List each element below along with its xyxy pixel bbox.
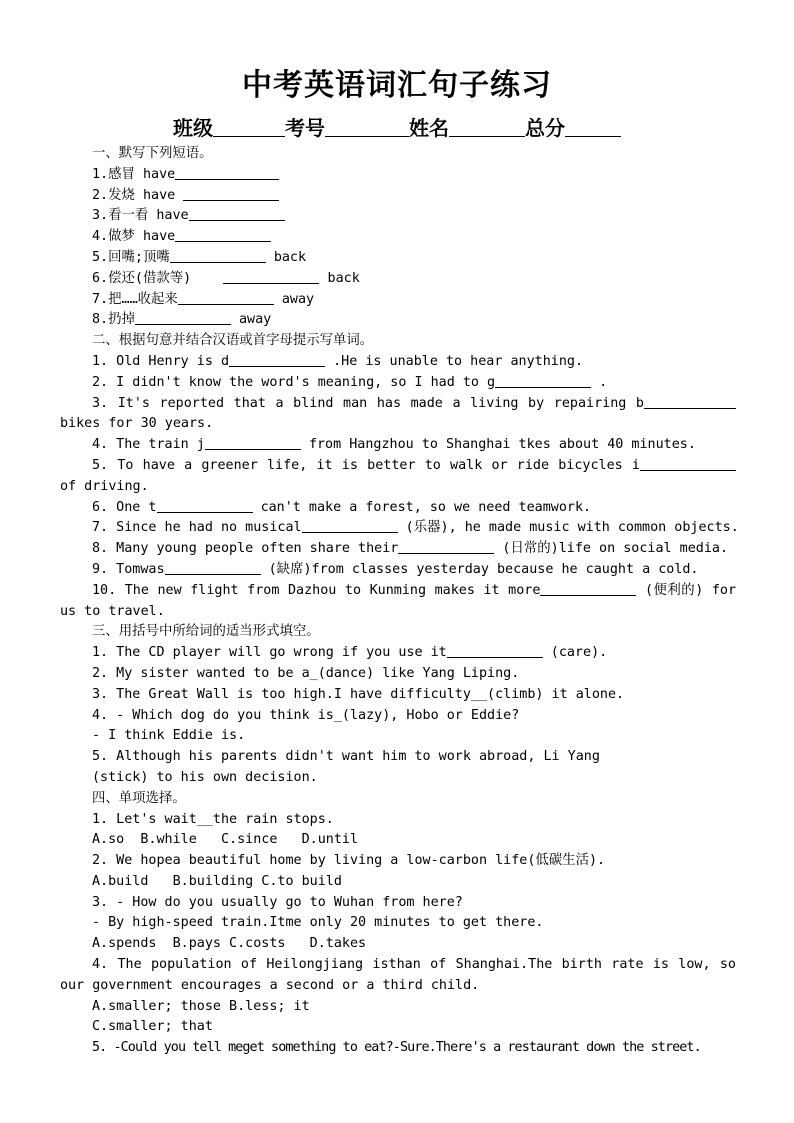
question-item: 3.看一看 have <box>60 206 736 227</box>
answer-blank <box>223 269 319 284</box>
score-label: 总分 <box>525 116 565 140</box>
answer-blank <box>170 248 266 263</box>
answer-blank <box>183 186 279 201</box>
question-options: A.spends B.pays C.costs D.takes <box>92 936 367 952</box>
question-item: 9. Tomwas (缺席)from classes yesterday because he caught a cold. <box>92 561 699 577</box>
question-options: A.smaller; those B.less; it <box>92 998 310 1014</box>
question-options: A.so B.while C.since D.until <box>92 832 359 848</box>
question-item: 3. - How do you usually go to Wuhan from here? <box>92 894 463 910</box>
answer-blank <box>175 165 279 180</box>
exam-number-blank <box>325 116 409 137</box>
question-item: 7.把……收起来 away <box>92 291 315 307</box>
score-blank <box>565 116 621 137</box>
question-options: C.smaller; that <box>92 1019 213 1035</box>
question-item: 8.扔掉 away <box>92 312 272 328</box>
answer-blank <box>229 352 325 367</box>
answer-blank <box>189 206 285 221</box>
question-item: 1.感冒 have <box>60 165 736 186</box>
question-item: 5. Although his parents didn't want him to work abroad, Li Yang <box>92 749 600 765</box>
question-item: 5. To have a greener life, it is better to walk or ride bicycles i of driving. <box>60 456 736 498</box>
answer-blank <box>302 518 398 533</box>
answer-blank <box>175 227 271 242</box>
class-label: 班级 <box>173 116 213 140</box>
question-item: 5. -Could you tell meget something to eat?-Sure.There's a restaurant down the street. <box>92 1040 701 1056</box>
worksheet-body <box>60 144 739 1059</box>
answer-blank <box>165 560 261 575</box>
question-item: - I think Eddie is. <box>92 728 246 744</box>
question-item: 1. Let's wait__the rain stops. <box>92 811 334 827</box>
question-item: 4.做梦 have <box>60 227 736 248</box>
question-item: 4. - Which dog do you think is_(lazy), Hobo or Eddie? <box>92 707 520 723</box>
question-item: (stick) to his own decision. <box>92 769 318 785</box>
question-options: A.build B.building C.to build <box>92 873 342 889</box>
student-info-line <box>0 112 794 141</box>
answer-blank <box>178 290 274 305</box>
question-item: 1. Old Henry is d .He is unable to hear anything. <box>92 353 584 369</box>
exam-number-label: 考号 <box>285 116 325 140</box>
question-item: 8. Many young people often share their (日常的)life on social media. <box>92 541 729 557</box>
class-blank <box>213 116 285 137</box>
page-title: 中考英语词汇句子练习 <box>242 68 552 103</box>
question-item: 1. The CD player will go wrong if you use it (care). <box>92 645 608 661</box>
question-item: 5.回嘴;顶嘴 back <box>92 249 307 265</box>
answer-blank <box>447 643 543 658</box>
question-item: 2. My sister wanted to be a_(dance) like Yang Liping. <box>92 665 520 681</box>
question-item: 3. The Great Wall is too high.I have difficulty__(climb) it alone. <box>92 686 625 702</box>
question-item: 2. I didn't know the word's meaning, so I had to g . <box>92 374 608 390</box>
section-heading: 四、单项选择。 <box>92 790 186 806</box>
section-heading: 二、根据句意并结合汉语或首字母提示写单词。 <box>92 333 374 349</box>
answer-blank <box>135 310 231 325</box>
question-item: 6.偿还(借款等) back <box>92 270 360 286</box>
question-item: 2.发烧 have <box>60 186 736 207</box>
section-heading: 三、用括号中所给词的适当形式填空。 <box>92 624 320 640</box>
question-item: 4. The train j from Hangzhou to Shanghai tkes about 40 minutes. <box>92 437 696 453</box>
answer-blank <box>495 373 591 388</box>
question-item: 10. The new flight from Dazhou to Kunming makes it more (便利的) for us to travel. <box>60 582 737 619</box>
question-item: 7. Since he had no musical (乐器), he made music with common objects. <box>92 520 739 536</box>
question-item: - By high-speed train.Itme only 20 minutes to get there. <box>92 915 544 931</box>
answer-blank <box>540 581 636 596</box>
question-item: 4. The population of Heilongjiang isthan of Shanghai.The birth rate is low, so our government encourages a second or a third child. <box>60 957 736 993</box>
question-item: 2. We hopea beautiful home by living a low-carbon life(低碳生活). <box>92 853 606 869</box>
answer-blank <box>205 435 301 450</box>
answer-blank <box>640 456 736 471</box>
answer-blank <box>157 498 253 513</box>
answer-blank <box>644 394 736 409</box>
answer-blank <box>398 539 494 554</box>
question-item: 6. One t can't make a forest, so we need teamwork. <box>92 499 592 515</box>
name-label: 姓名 <box>409 116 449 140</box>
section-heading: 一、默写下列短语。 <box>92 146 213 161</box>
question-item: 3. It's reported that a blind man has made a living by repairing b bikes for 30 years. <box>60 394 736 436</box>
name-blank <box>449 116 525 137</box>
